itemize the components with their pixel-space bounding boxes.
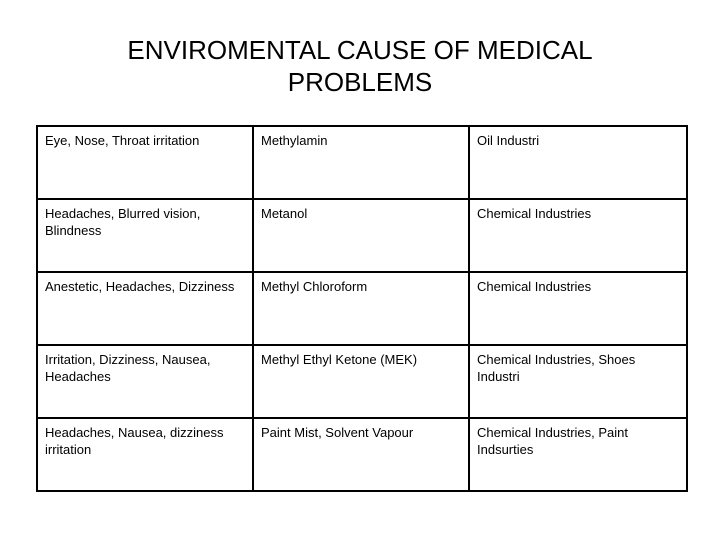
- page-title-line-1: ENVIROMENTAL CAUSE OF MEDICAL: [127, 35, 593, 65]
- table-row: [37, 199, 687, 272]
- symptom-cell: Headaches, Nausea, dizziness irritation: [37, 418, 253, 491]
- table-row: [37, 126, 687, 199]
- page-title: [60, 34, 660, 98]
- page-title-line-2: PROBLEMS: [287, 67, 433, 97]
- causes-table: [36, 125, 688, 492]
- source-cell: Oil Industri: [469, 126, 687, 199]
- source-cell: Chemical Industries, Shoes Industri: [469, 345, 687, 418]
- source-cell: Chemical Industries, Paint Indsurties: [469, 418, 687, 491]
- substance-cell: Methyl Ethyl Ketone (MEK): [253, 345, 469, 418]
- symptom-cell: Eye, Nose, Throat irritation: [37, 126, 253, 199]
- source-cell: Chemical Industries: [469, 272, 687, 345]
- substance-cell: Methylamin: [253, 126, 469, 199]
- substance-cell: Paint Mist, Solvent Vapour: [253, 418, 469, 491]
- symptom-cell: Headaches, Blurred vision, Blindness: [37, 199, 253, 272]
- table-row: [37, 272, 687, 345]
- symptom-cell: Anestetic, Headaches, Dizziness: [37, 272, 253, 345]
- source-cell: Chemical Industries: [469, 199, 687, 272]
- symptom-cell: Irritation, Dizziness, Nausea, Headaches: [37, 345, 253, 418]
- table-row: [37, 345, 687, 418]
- substance-cell: Methyl Chloroform: [253, 272, 469, 345]
- table-row: [37, 418, 687, 491]
- substance-cell: Metanol: [253, 199, 469, 272]
